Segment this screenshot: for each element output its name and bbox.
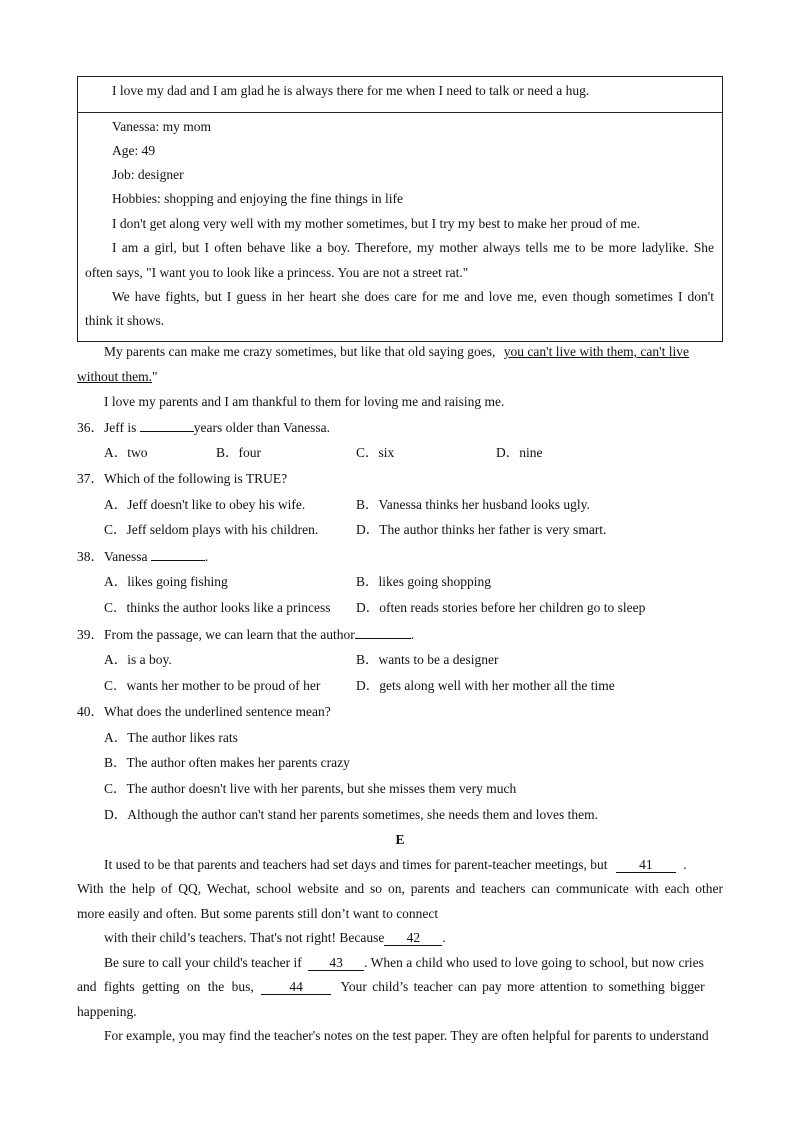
- mom-paragraph-3b: think it shows.: [85, 313, 165, 328]
- e-p2a-end: . When a child who used to love going to school, but now cries: [364, 955, 704, 970]
- question-36: [77, 418, 330, 437]
- q36-blank: [140, 418, 194, 432]
- q39-option-c: C．wants her mother to be proud of her: [104, 678, 321, 693]
- e-p2b-end: Your child’s teacher can pay more attention to something bigger: [340, 979, 705, 994]
- question-37: 37．Which of the following is TRUE?: [77, 471, 288, 486]
- question-40: 40．What does the underlined sentence mean?: [77, 704, 331, 719]
- q36-stem-end: years older than Vanessa.: [193, 420, 330, 435]
- e-p2b-start: and fights getting on the bus,: [77, 979, 254, 994]
- saying-line-2: [77, 368, 158, 386]
- section-e-line-4: [104, 929, 446, 947]
- q39-stem: 39．From the passage, we can learn that the author: [77, 627, 355, 642]
- q38-option-c: C．thinks the author looks like a princess: [104, 600, 331, 615]
- q40-option-c: C．The author doesn't live with her parents, but she misses them very much: [104, 781, 517, 796]
- section-e-line-3: more easily and often. But some parents still don’t want to connect: [77, 906, 439, 921]
- q37-option-c: C．Jeff seldom plays with his children.: [104, 522, 319, 537]
- question-38: [77, 547, 208, 566]
- mom-paragraph-3a: We have fights, but I guess in her heart she does care for me and love me, even though sometimes I don't: [112, 289, 714, 304]
- q40-option-b: B．The author often makes her parents crazy: [104, 755, 350, 770]
- underlined-sentence-part-2: without them.: [77, 369, 152, 384]
- mom-age: Age: 49: [112, 143, 156, 158]
- saying-line-1: [104, 343, 689, 361]
- q39-blank: [355, 625, 411, 639]
- thankful-line: I love my parents and I am thankful to them for loving me and raising me.: [104, 394, 505, 409]
- section-e-line-8: For example, you may find the teacher's notes on the test paper. They are often helpful for parents to understand: [104, 1028, 709, 1043]
- mom-paragraph-2a: I am a girl, but I often behave like a boy. Therefore, my mother always tells me to be more ladylike. She: [112, 240, 714, 255]
- section-e-line-7: happening.: [77, 1004, 137, 1019]
- section-e-line-2: With the help of QQ, Wechat, school website and so on, parents and teachers can communicate with each other: [77, 881, 723, 896]
- q38-blank: [151, 547, 205, 561]
- mom-job: Job: designer: [112, 167, 184, 182]
- question-39: [77, 625, 414, 644]
- mom-paragraph-2b: often says, "I want you to look like a princess. You are not a street rat.": [85, 265, 469, 280]
- blank-43: 43: [308, 956, 364, 971]
- mom-paragraph-1: I don't get along very well with my mother sometimes, but I try my best to make her proud of me.: [112, 216, 641, 231]
- q39-stem-end: .: [410, 627, 415, 642]
- q39-option-d: D．gets along well with her mother all the time: [356, 678, 615, 693]
- q36-option-a: A．two: [104, 445, 148, 460]
- q39-option-a: A．is a boy.: [104, 652, 172, 667]
- mom-name: Vanessa: my mom: [112, 119, 211, 134]
- section-e-line-1: [104, 856, 687, 874]
- saying-text: My parents can make me crazy sometimes, but like that old saying goes,: [104, 344, 496, 359]
- blank-44: 44: [261, 980, 331, 995]
- blank-41: 41: [616, 858, 676, 873]
- e-p1d-end: .: [442, 930, 446, 945]
- q40-option-a: A．The author likes rats: [104, 730, 238, 745]
- e-p1a-end: .: [683, 857, 687, 872]
- q37-option-d: D．The author thinks her father is very smart.: [356, 522, 607, 537]
- q40-option-d: D．Although the author can't stand her parents sometimes, she needs them and loves them.: [104, 807, 598, 822]
- section-e-heading: E: [395, 832, 405, 847]
- q38-option-d: D．often reads stories before her children go to sleep: [356, 600, 646, 615]
- dad-closing-line: I love my dad and I am glad he is always there for me when I need to talk or need a hug.: [112, 83, 590, 98]
- q37-option-a: A．Jeff doesn't like to obey his wife.: [104, 497, 306, 512]
- e-p2a-start: Be sure to call your child's teacher if: [104, 955, 302, 970]
- underlined-sentence-part-1: you can't live with them, can't live: [503, 344, 689, 359]
- mom-hobbies: Hobbies: shopping and enjoying the fine things in life: [112, 191, 403, 206]
- q39-option-b: B．wants to be a designer: [356, 652, 499, 667]
- e-p1d-text: with their child’s teachers. That's not right! Because: [104, 930, 385, 945]
- q38-option-b: B．likes going shopping: [356, 574, 492, 589]
- section-e-line-5: [104, 954, 704, 972]
- e-p1a-text: It used to be that parents and teachers had set days and times for parent-teacher meetings, but: [104, 857, 608, 872]
- q36-option-c: C．six: [356, 445, 395, 460]
- q36-option-b: B．four: [216, 445, 261, 460]
- q38-stem-end: .: [204, 549, 209, 564]
- q38-stem: 38．Vanessa: [77, 549, 148, 564]
- closing-quote: ": [152, 369, 158, 384]
- q36-stem: 36．Jeff is: [77, 420, 137, 435]
- blank-42: 42: [384, 931, 442, 946]
- q36-option-d: D．nine: [496, 445, 543, 460]
- q37-option-b: B．Vanessa thinks her husband looks ugly.: [356, 497, 590, 512]
- q38-option-a: A．likes going fishing: [104, 574, 228, 589]
- section-e-line-6: [77, 978, 723, 996]
